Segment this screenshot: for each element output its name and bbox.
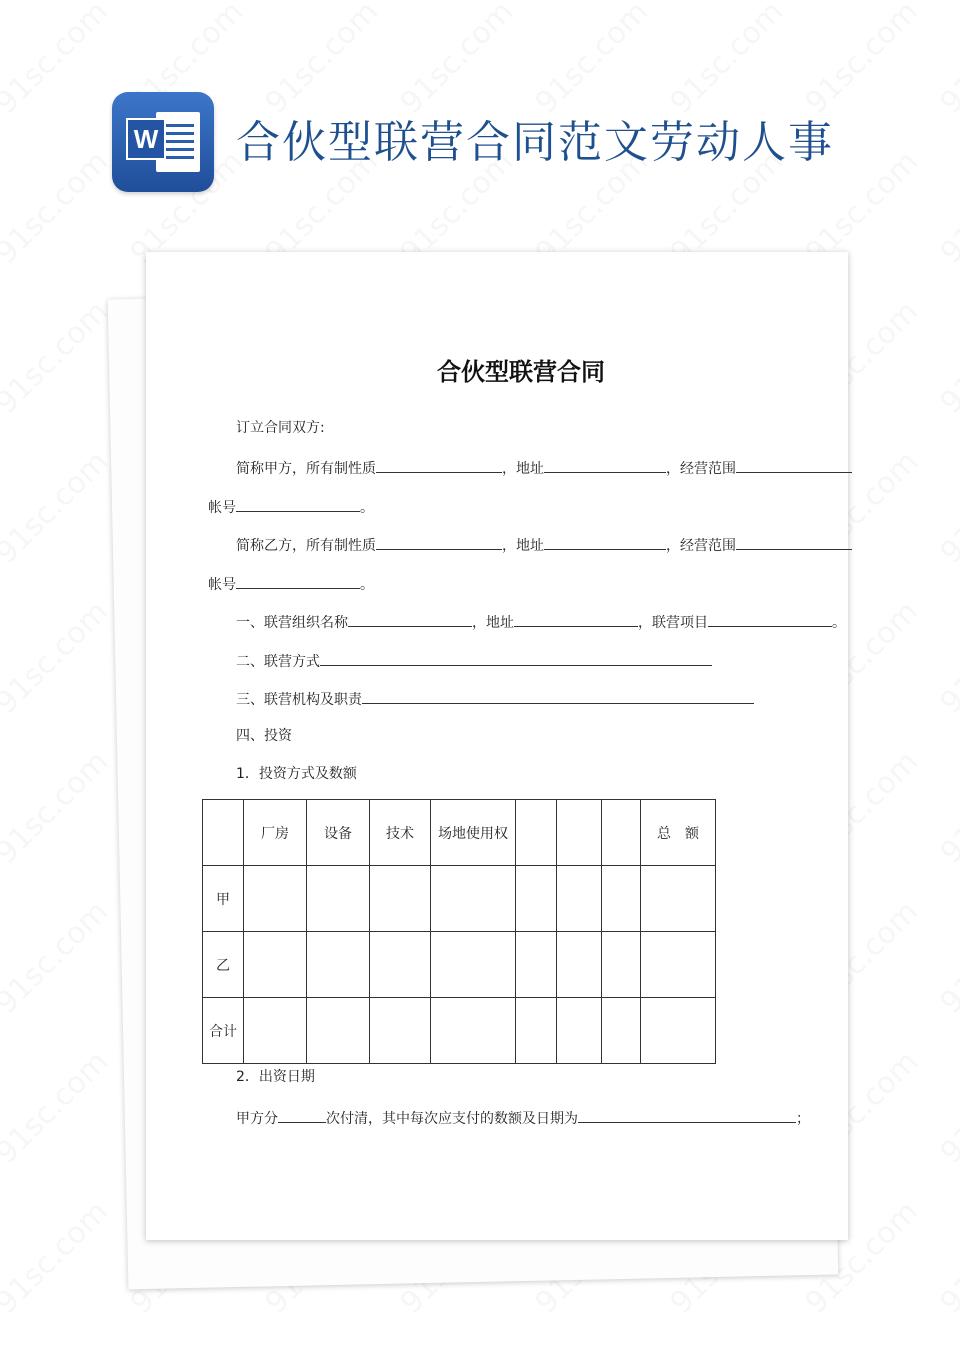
table-cell[interactable] [516, 998, 557, 1064]
watermark-text [394, 0, 521, 121]
document-sheet [146, 252, 848, 1240]
table-cell[interactable] [244, 866, 307, 932]
table-header-cell: 技术 [370, 800, 431, 866]
watermark-text [934, 144, 960, 271]
document-title: 合伙型联营合同 [437, 358, 605, 386]
table-row [203, 866, 716, 932]
table-cell[interactable] [370, 998, 431, 1064]
item1-end: 。 [832, 615, 846, 631]
party-b-account-line [208, 572, 374, 595]
table-cell[interactable] [370, 866, 431, 932]
item2-blank[interactable] [320, 649, 712, 666]
item1-line [236, 610, 846, 633]
payment-end: ； [796, 1111, 810, 1127]
sub1-heading: 1．投资方式及数额 [236, 766, 357, 782]
item4-heading: 四、投资 [236, 728, 292, 744]
table-cell[interactable] [602, 998, 641, 1064]
watermark-text [0, 744, 115, 871]
party-b-ownership-blank[interactable] [376, 533, 502, 550]
party-b-prefix: 简称乙方，所有制性质 [236, 538, 376, 554]
word-app-icon [112, 92, 214, 192]
table-cell[interactable] [307, 866, 370, 932]
party-a-account-blank[interactable] [236, 495, 360, 512]
item1-address-blank[interactable] [514, 610, 638, 627]
watermark-text [664, 0, 791, 121]
party-a-prefix: 简称甲方，所有制性质 [236, 461, 376, 477]
item1-project-blank[interactable] [708, 610, 832, 627]
watermark-text [529, 0, 656, 121]
watermark-text [799, 0, 926, 121]
table-row [203, 932, 716, 998]
party-a-address-label: ，地址 [502, 461, 544, 477]
watermark-text [934, 1044, 960, 1171]
item1-address-label: ，地址 [472, 615, 514, 631]
payment-line [236, 1106, 810, 1129]
table-header-cell: 总 额 [641, 800, 716, 866]
table-cell[interactable] [557, 998, 602, 1064]
party-a-scope-label: ，经营范围 [666, 461, 736, 477]
watermark-text [0, 1044, 115, 1171]
watermark-text [0, 144, 115, 271]
watermark-text [934, 594, 960, 721]
table-cell[interactable] [244, 932, 307, 998]
table-row-label: 合计 [203, 998, 244, 1064]
table-row [203, 998, 716, 1064]
payment-count-blank[interactable] [278, 1106, 326, 1123]
party-a-address-blank[interactable] [544, 456, 666, 473]
table-cell[interactable] [370, 932, 431, 998]
watermark-text [0, 594, 115, 721]
item2-line [236, 649, 712, 672]
watermark-text [0, 0, 115, 121]
parties-intro: 订立合同双方: [236, 420, 325, 436]
watermark-text [934, 744, 960, 871]
table-cell[interactable] [602, 866, 641, 932]
investment-table [202, 799, 716, 1064]
item1-project-label: ，联营项目 [638, 615, 708, 631]
party-a-account-line [208, 495, 374, 518]
table-row-label: 甲 [203, 866, 244, 932]
payment-prefix: 甲方分 [236, 1111, 278, 1127]
table-cell[interactable] [516, 866, 557, 932]
watermark-text [0, 1194, 115, 1321]
payment-middle: 次付清，其中每次应支付的数额及日期为 [326, 1111, 578, 1127]
item3-blank[interactable] [362, 687, 754, 704]
table-cell[interactable] [641, 998, 716, 1064]
party-a-end: 。 [360, 500, 374, 516]
table-cell[interactable] [557, 932, 602, 998]
item3-line [236, 687, 754, 710]
watermark-text [934, 1194, 960, 1321]
watermark-text [934, 444, 960, 571]
sub2-heading: 2．出资日期 [236, 1069, 315, 1085]
party-b-end: 。 [360, 577, 374, 593]
table-cell[interactable] [602, 932, 641, 998]
party-a-line [236, 456, 852, 479]
banner-title: 合伙型联营合同范文劳动人事 [236, 117, 834, 168]
item3-label: 三、联营机构及职责 [236, 692, 362, 708]
watermark-text [0, 444, 115, 571]
party-b-account-label: 帐号 [208, 577, 236, 593]
item1-prefix: 一、联营组织名称 [236, 615, 348, 631]
table-header-cell: 设备 [307, 800, 370, 866]
word-letter-icon: W [126, 118, 166, 160]
table-row-label: 乙 [203, 932, 244, 998]
watermark-text [0, 894, 115, 1021]
item2-label: 二、联营方式 [236, 654, 320, 670]
party-b-scope-label: ，经营范围 [666, 538, 736, 554]
table-cell[interactable] [431, 866, 516, 932]
watermark-text [259, 0, 386, 121]
table-cell[interactable] [307, 932, 370, 998]
watermark-text [934, 294, 960, 421]
watermark-text [934, 0, 960, 121]
item1-name-blank[interactable] [348, 610, 472, 627]
table-cell[interactable] [641, 932, 716, 998]
party-a-ownership-blank[interactable] [376, 456, 502, 473]
table-cell[interactable] [431, 998, 516, 1064]
table-cell[interactable] [557, 866, 602, 932]
table-header-cell: 厂房 [244, 800, 307, 866]
party-a-scope-blank[interactable] [736, 456, 852, 473]
table-header-cell [602, 800, 641, 866]
party-b-address-label: ，地址 [502, 538, 544, 554]
table-cell[interactable] [431, 932, 516, 998]
table-cell[interactable] [244, 998, 307, 1064]
party-b-line [236, 533, 852, 556]
party-b-scope-blank[interactable] [736, 533, 852, 550]
table-header-cell [203, 800, 244, 866]
payment-schedule-blank[interactable] [578, 1106, 796, 1123]
party-a-account-label: 帐号 [208, 500, 236, 516]
table-header-cell: 场地使用权 [431, 800, 516, 866]
table-header-cell [557, 800, 602, 866]
table-cell[interactable] [307, 998, 370, 1064]
table-header-row [203, 800, 716, 866]
watermark-text [0, 294, 115, 421]
table-cell[interactable] [641, 866, 716, 932]
watermark-text [934, 894, 960, 1021]
party-b-account-blank[interactable] [236, 572, 360, 589]
table-header-cell [516, 800, 557, 866]
party-b-address-blank[interactable] [544, 533, 666, 550]
table-cell[interactable] [516, 932, 557, 998]
